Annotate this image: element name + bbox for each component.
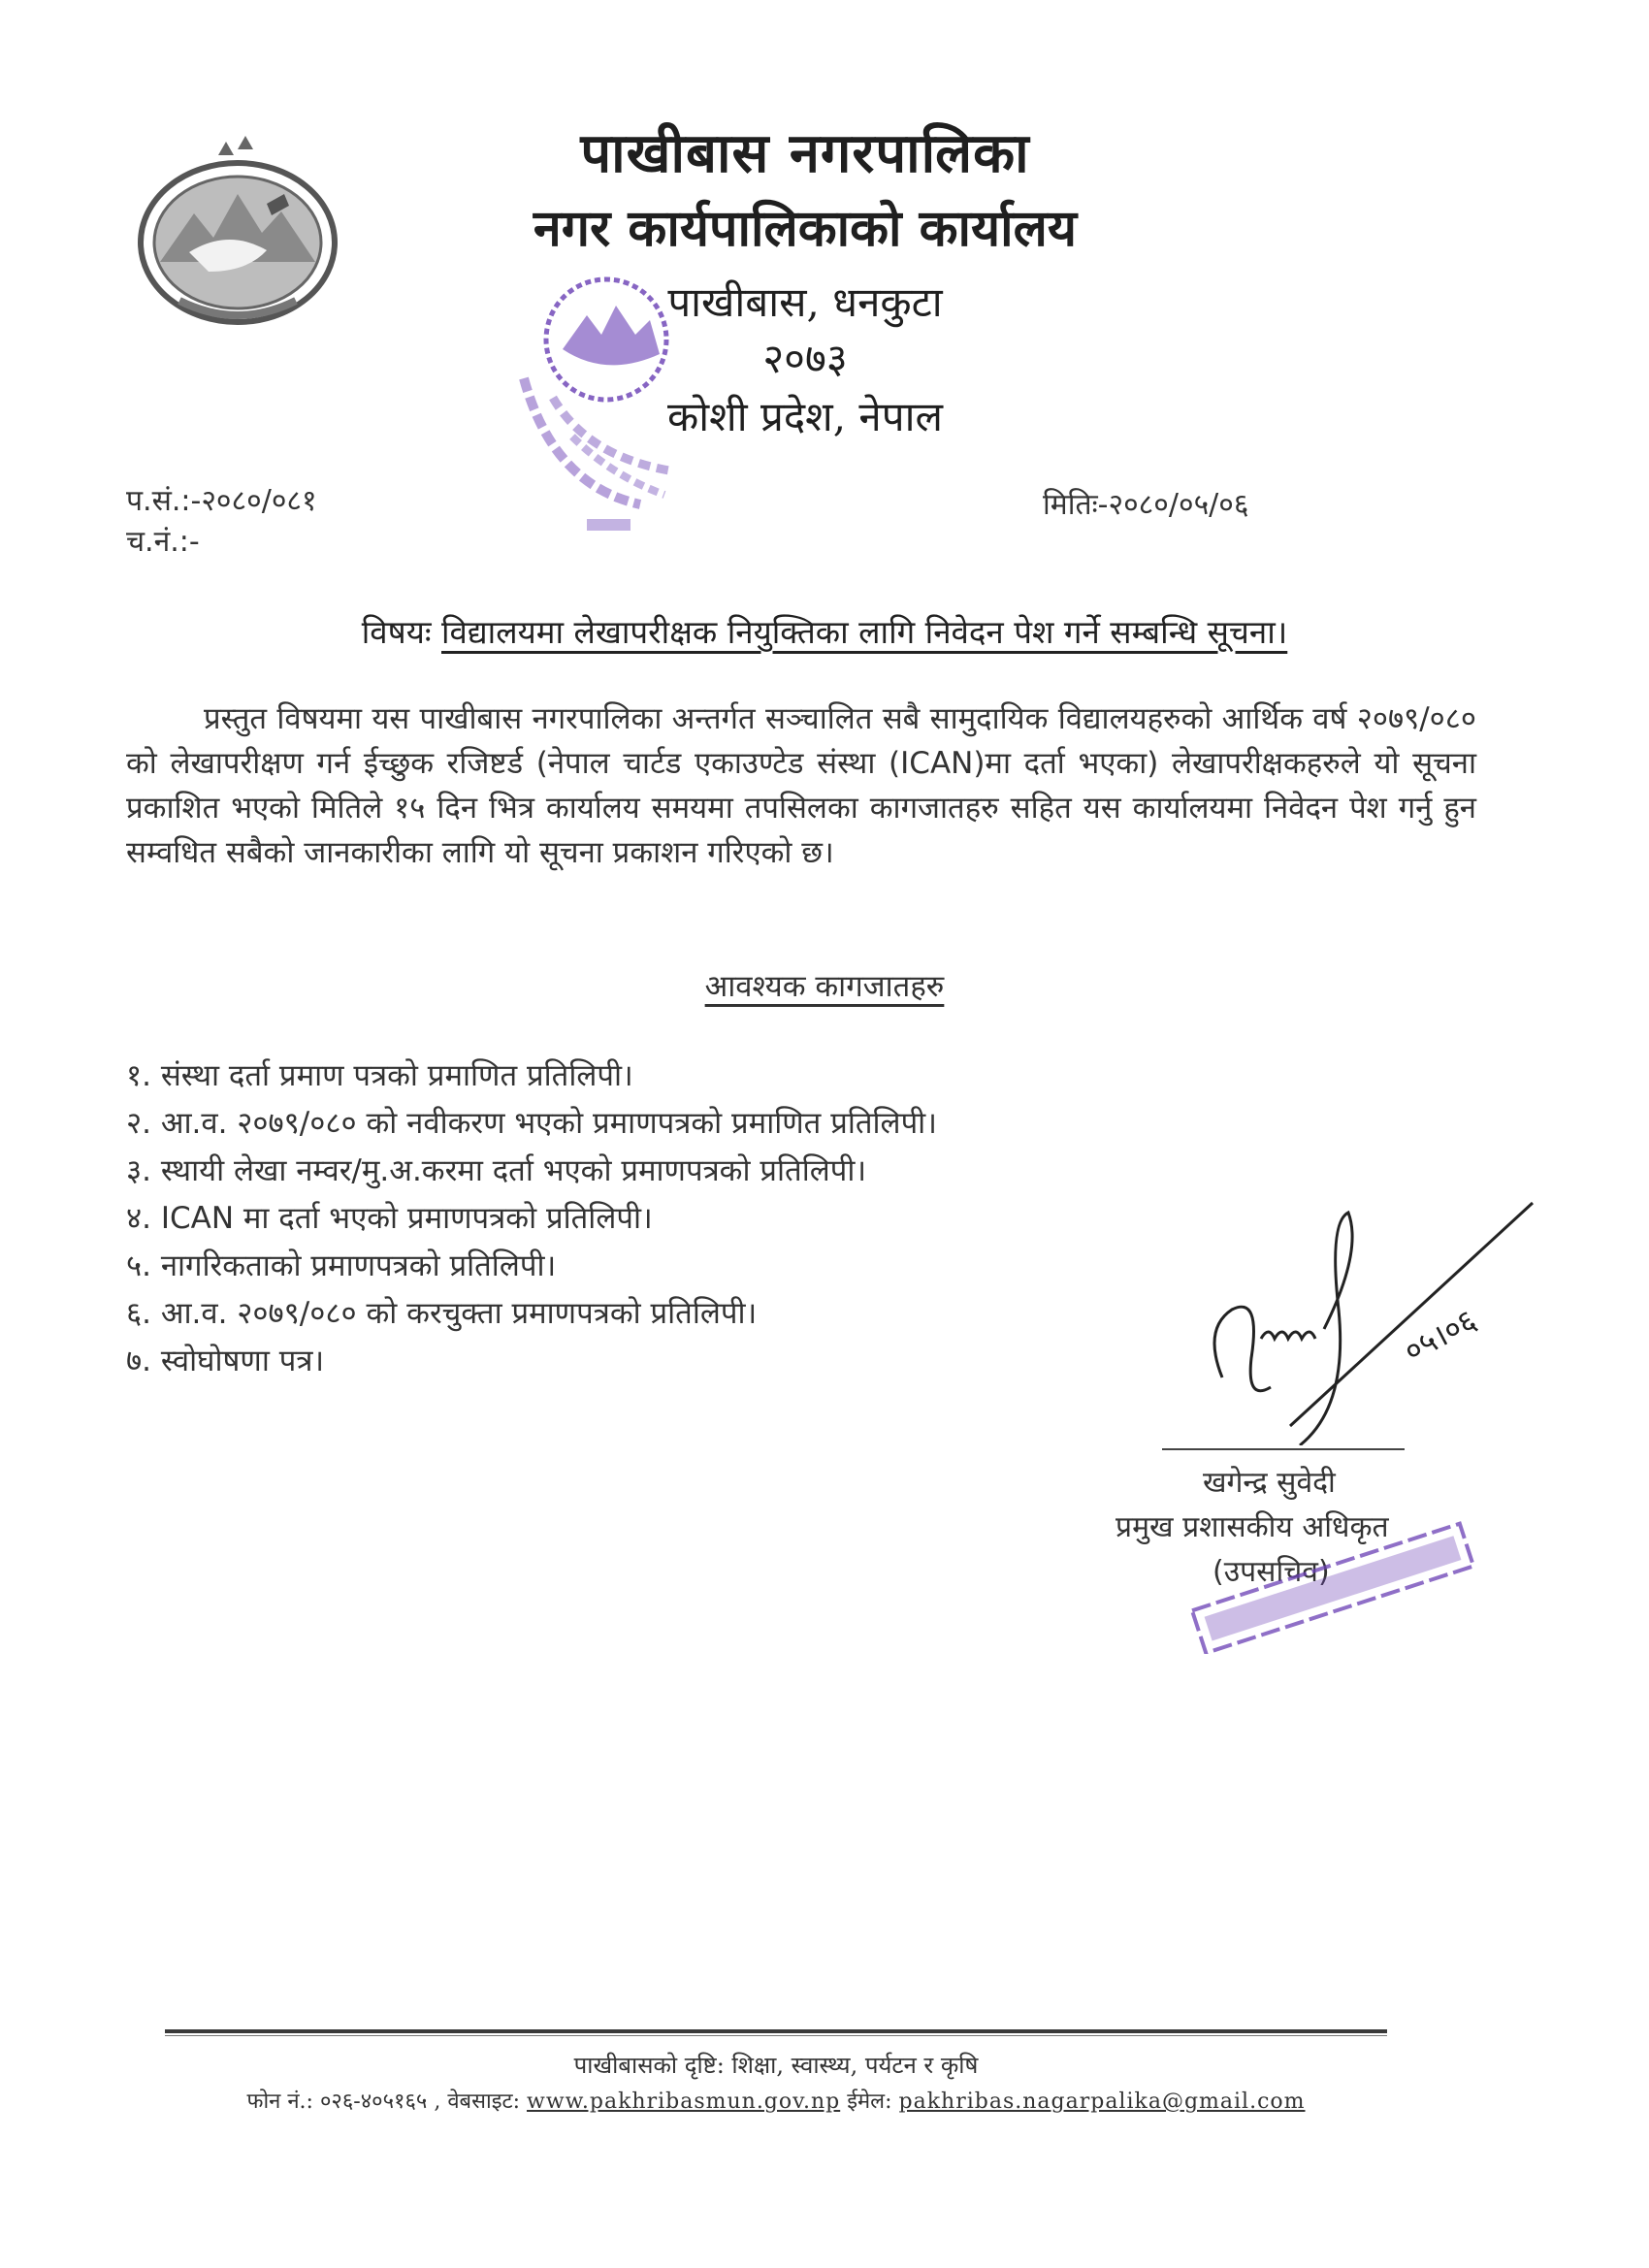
footer-divider [165,2029,1387,2033]
office-name: नगर कार्यपालिकाको कार्यालय [533,199,1078,258]
footer-contact [165,2086,1387,2115]
email-link[interactable]: pakhribas.nagarpalika@gmail.com [898,2090,1306,2114]
nepal-government-emblem-icon [121,136,354,330]
footer-vision: पाखीबासको दृष्टि: शिक्षा, स्वास्थ्य, पर्यटन र कृषि [573,2052,979,2079]
establishment-year: २०७३ [762,335,848,382]
footer-phone: फोन नं.: ०२६-४०५१६५ , वेबसाइट: [246,2090,520,2114]
footer-divider-thin [165,2035,1387,2036]
officer-stamp-icon [1169,1499,1489,1654]
list-item: ६. आ.व. २०७९/०८० को करचुक्ता प्रमाणपत्रको प्रतिलिपी। [126,1296,758,1331]
website-link[interactable]: www.pakhribasmun.gov.np [527,2090,841,2114]
subject-line [126,609,1523,653]
subject-prefix: विषयः [361,613,432,651]
municipality-name: पाखीबास नगरपालिका [580,121,1030,185]
province-country: कोशी प्रदेश, नेपाल [667,393,943,440]
subject-text: विद्यालयमा लेखापरीक्षक नियुक्तिका लागि निवेदन पेश गर्ने सम्बन्धि सूचना। [441,613,1288,651]
list-item: ३. स्थायी लेखा नम्वर/मु.अ.करमा दर्ता भएको प्रमाणपत्रको प्रतिलिपी। [126,1153,867,1188]
office-address: पाखीबास, धनकुटा [667,278,943,326]
signature-line [1162,1448,1405,1450]
signatory-rank: (उपसचिव) [1212,1555,1330,1589]
reference-number: प.सं.:-२०८०/०८१ [126,484,317,518]
list-item: ४. ICAN मा दर्ता भएको प्रमाणपत्रको प्रतिलिपी। [126,1201,653,1236]
signatory-title: प्रमुख प्रशासकीय अधिकृत [1116,1510,1389,1544]
signature-date: ०५।०६ [1397,1301,1483,1371]
requirements-title: आवश्यक कागजातहरु [704,969,945,1004]
list-item: १. संस्था दर्ता प्रमाण पत्रको प्रमाणित प्रतिलिपी। [126,1058,633,1093]
list-item: ७. स्वोघोषणा पत्र। [126,1344,325,1378]
dispatch-number: च.नं.:- [126,525,200,559]
letter-date: मितिः-२०८०/०५/०६ [1043,488,1249,522]
office-seal-stamp-icon [495,262,718,543]
notice-body: प्रस्तुत विषयमा यस पाखीबास नगरपालिका अन्तर्गत सञ्चालित सबै सामुदायिक विद्यालयहरुको आर्थिक वर्ष २०७९/०८० को लेखापरीक्षण गर्न ईच्छुक रजिष्टर्ड (नेपाल चार्टड एकाउण्टेड संस्था (ICAN)मा दर्ता भएका) लेखापरीक्षकहरुले यो सूचना प्रकाशित भएको मितिले १५ दिन भित्र कार्यालय समयमा तपसिलका कागजातहरु सहित यस कार्यालयमा निवेदन पेश गर्नु हुन सम्वधित सबैको जानकारीका लागि यो सूचना प्रकाशन गरिएको छ। [126,701,1476,870]
list-item: २. आ.व. २०७९/०८० को नवीकरण भएको प्रमाणपत्रको प्रमाणित प्रतिलिपी। [126,1106,937,1141]
list-item: ५. नागरिकताको प्रमाणपत्रको प्रतिलिपी। [126,1248,557,1283]
footer-email-label: ईमेल: [847,2090,892,2114]
handwritten-signature-icon [1193,1193,1562,1445]
signatory-name: खगेन्द्र सुवेदी [1203,1466,1336,1500]
